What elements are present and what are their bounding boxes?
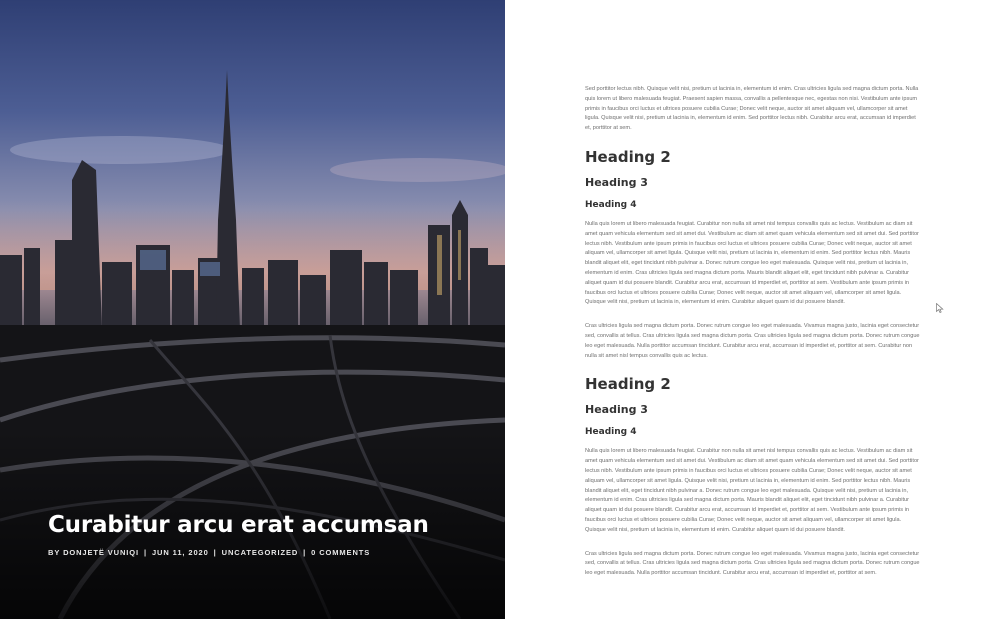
heading-3: Heading 3: [585, 175, 648, 189]
body-paragraph: Nulla quis lorem ut libero malesuada feugiat. Curabitur non nulla sit amet nisl tempus convallis quis ac lectus. Vestibulum ac diam sit amet quam vehicula elementum sed sit amet dui. Vestibulum ac diam sit amet quam vehicula elementum sed sit amet dui. Sed porttitor lectus nibh. Vestibulum ante ipsum primis in faucibus orci luctus et ultrices posuere cubilia Curae; Donec velit neque, auctor sit amet aliquam vel, ullamcorper sit amet ligula. Quisque velit nisi, pretium ut lacinia in, elementum id enim. Sed porttitor lectus nibh. Mauris blandit aliquet elit, eget tincidunt nibh pulvinar a. Donec rutrum congue leo eget malesuada. Quisque velit nisi, pretium ut lacinia in, elementum id enim. Cras ultricies ligula sed magna dictum porta. Mauris blandit aliquet elit, eget tincidunt nibh pulvinar a. Curabitur aliquet quam id dui posuere blandit. Curabitur arcu erat, accumsan id imperdiet et, porttitor at sem. Vestibulum ante ipsum primis in faucibus orci luctus et ultrices posuere cubilia Curae; Donec velit neque, auctor sit amet aliquam vel, ullamcorper sit amet ligula. Quisque velit nisi, pretium ut lacinia in, elementum id enim. Curabitur aliquet quam id dui posuere blandit.: [585, 220, 919, 306]
meta-separator: |: [210, 548, 220, 557]
post-date: JUN 11, 2020: [151, 548, 209, 557]
heading-3: Heading 3: [585, 403, 648, 417]
mouse-cursor-icon: [936, 303, 944, 313]
post-author-link[interactable]: BY DONJETË VUNIQI: [48, 548, 140, 557]
post-meta: [48, 548, 372, 557]
intro-paragraph: Sed porttitor lectus nibh. Quisque velit nisi, pretium ut lacinia in, elementum id enim. Cras ultricies ligula sed magna dictum porta. Nulla quis lorem ut libero malesuada feugiat. Praesent sapien massa, convallis a pellentesque nec, egestas non nisi. Vestibulum ante ipsum primis in faucibus orci luctus et ultrices posuere cubilia Curae; Donec velit neque, auctor sit amet aliquam vel, ullamcorper sit amet ligula. Quisque velit nisi, pretium ut lacinia in, elementum id enim. Sed porttitor lectus nibh. Curabitur arcu erat, accumsan id imperdiet et, porttitor at sem.: [585, 86, 919, 132]
heading-2: Heading 2: [585, 147, 671, 166]
body-paragraph: Nulla quis lorem ut libero malesuada feugiat. Curabitur non nulla sit amet nisl tempus convallis quis ac lectus. Vestibulum ac diam sit amet quam vehicula elementum sed sit amet dui. Vestibulum ac diam sit amet quam vehicula elementum sed sit amet dui. Sed porttitor lectus nibh. Vestibulum ante ipsum primis in faucibus orci luctus et ultrices posuere cubilia Curae; Donec velit neque, auctor sit amet aliquam vel, ullamcorper sit amet ligula. Quisque velit nisi, pretium ut lacinia in, elementum id enim. Sed porttitor lectus nibh. Mauris blandit aliquet elit, eget tincidunt nibh pulvinar a. Donec rutrum congue leo eget malesuada. Quisque velit nisi, pretium ut lacinia in, elementum id enim. Cras ultricies ligula sed magna dictum porta. Mauris blandit aliquet elit, eget tincidunt nibh pulvinar a. Curabitur aliquet quam id dui posuere blandit. Curabitur arcu erat, accumsan id imperdiet et, porttitor at sem. Vestibulum ante ipsum primis in faucibus orci luctus et ultrices posuere cubilia Curae; Donec velit neque, auctor sit amet aliquam vel, ullamcorper sit amet ligula. Quisque velit nisi, pretium ut lacinia in, elementum id enim. Curabitur aliquet quam id dui posuere blandit.: [585, 448, 919, 533]
heading-4: Heading 4: [585, 199, 637, 210]
meta-separator: |: [141, 548, 150, 557]
post-comments-link[interactable]: 0 COMMENTS: [311, 548, 371, 557]
heading-4: Heading 4: [585, 427, 637, 438]
post-title: Curabitur arcu erat accumsan: [48, 512, 429, 538]
post-category-link[interactable]: UNCATEGORIZED: [221, 548, 299, 557]
heading-2: Heading 2: [585, 375, 671, 394]
body-paragraph: Cras ultricies ligula sed magna dictum porta. Donec rutrum congue leo eget malesuada. Vivamus magna justo, lacinia eget consectetur sed, convallis at tellus. Cras ultricies ligula sed magna dictum porta. Cras ultricies ligula sed magna dictum porta. Donec rutrum congue leo eget malesuada. Nulla porttitor accumsan tincidunt. Curabitur arcu erat, accumsan id imperdiet et, porttitor at sem.: [585, 550, 920, 577]
meta-separator: |: [300, 548, 310, 557]
body-paragraph: Cras ultricies ligula sed magna dictum porta. Donec rutrum congue leo eget malesuada. Vivamus magna justo, lacinia eget consectetur sed, convallis at tellus. Cras ultricies ligula sed magna dictum porta. Cras ultricies ligula sed magna dictum porta. Donec rutrum congue leo eget malesuada. Nulla porttitor accumsan tincidunt. Curabitur arcu erat, accumsan id imperdiet et, porttitor at sem. Curabitur non nulla sit amet nisl tempus convallis quis ac lectus.: [585, 323, 920, 359]
post-content: [585, 85, 921, 593]
